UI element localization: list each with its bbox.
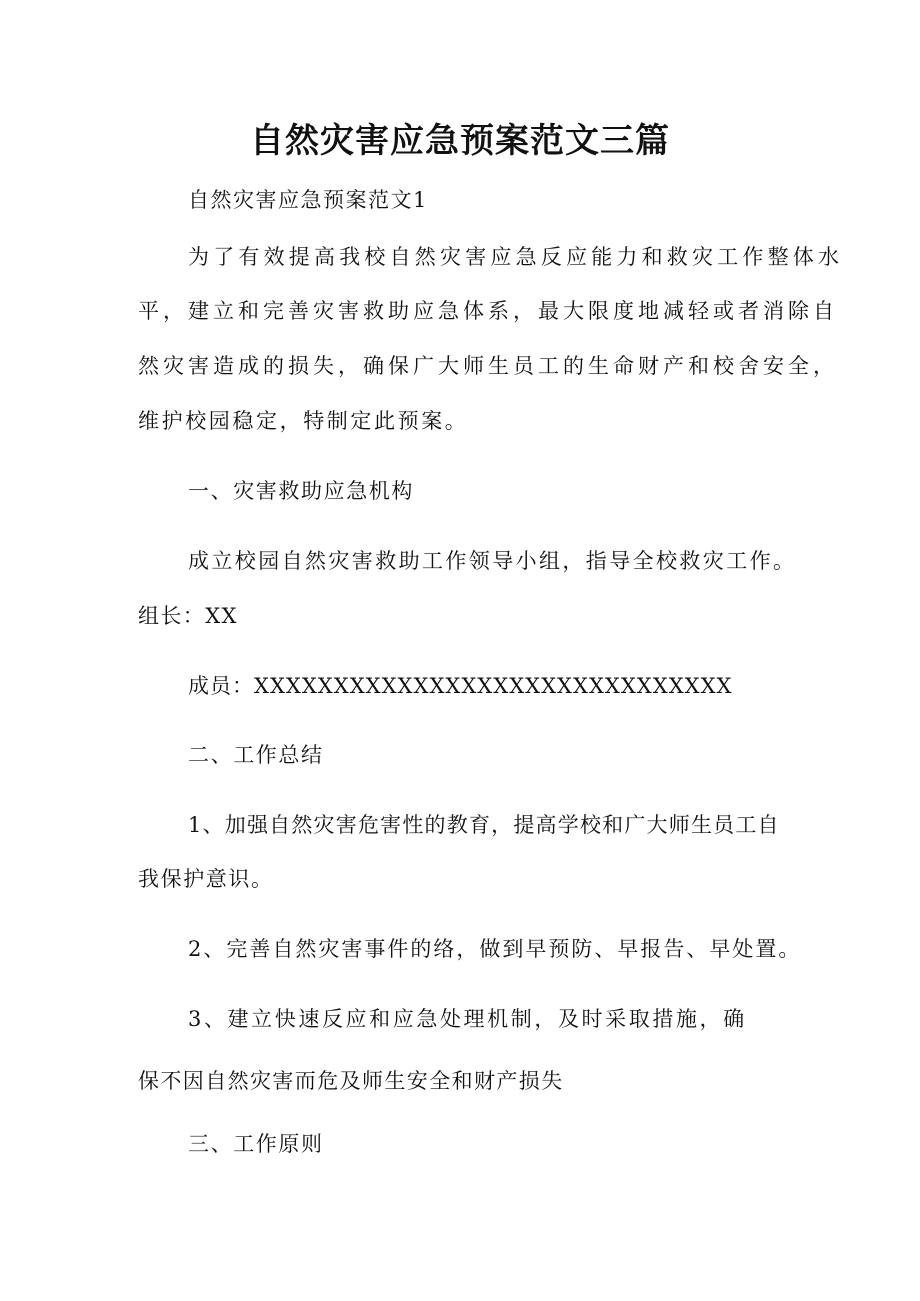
section-2-item-1-line-2: 我保护意识。 [138, 867, 274, 891]
section-heading-1: 一、灾害救助应急机构 [188, 479, 414, 503]
section-2-item-3-line-1: 3、建立快速反应和应急处理机制，及时采取措施，确 [188, 1007, 747, 1031]
section-2-item-1-line-1: 1、加强自然灾害危害性的教育，提高学校和广大师生员工自 [188, 813, 780, 837]
section-1-paragraph-line-1: 成立校园自然灾害救助工作领导小组，指导全校救灾工作。 [188, 549, 797, 573]
section-1-leader-line: 组长：XX [138, 604, 238, 628]
intro-paragraph-line-3: 然灾害造成的损失，确保广大师生员工的生命财产和校舍安全， [138, 354, 838, 378]
intro-paragraph-line-1: 为了有效提高我校自然灾害应急反应能力和救灾工作整体水 [188, 245, 844, 269]
section-2-item-3-line-2: 保不因自然灾害而危及师生安全和财产损失 [138, 1069, 564, 1093]
document-title: 自然灾害应急预案范文三篇 [250, 121, 670, 161]
intro-paragraph-line-2: 平，建立和完善灾害救助应急体系，最大限度地减轻或者消除自 [138, 299, 838, 323]
intro-paragraph-line-4: 维护校园稳定，特制定此预案。 [138, 409, 469, 433]
section-heading-2: 二、工作总结 [188, 743, 324, 767]
section-heading-3: 三、工作原则 [188, 1132, 324, 1156]
document-subtitle: 自然灾害应急预案范文1 [188, 188, 428, 212]
section-1-members-line: 成员：XXXXXXXXXXXXXXXXXXXXXXXXXXXXXX [188, 674, 733, 698]
section-2-item-2: 2、完善自然灾害事件的络，做到早预防、早报告、早处置。 [188, 937, 802, 961]
